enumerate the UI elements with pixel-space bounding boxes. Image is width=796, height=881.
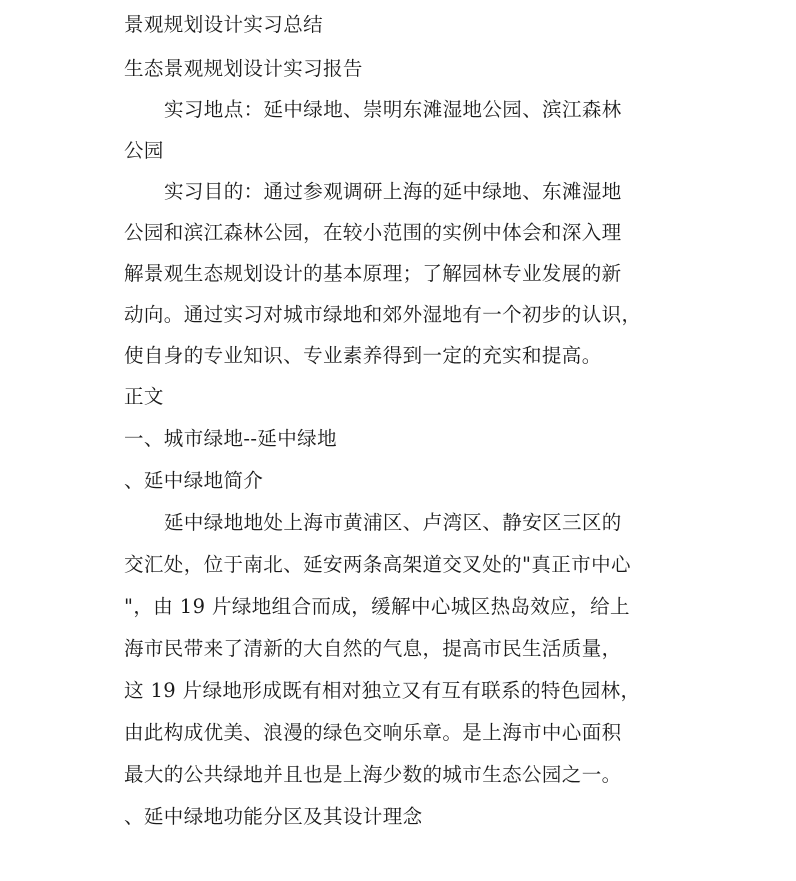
purpose-paragraph-line-5: 使自身的专业知识、专业素养得到一定的充实和提高。: [124, 344, 602, 367]
purpose-paragraph-line-2: 公园和滨江森林公园，在较小范围的实例中体会和深入理: [124, 221, 622, 244]
location-paragraph-line-2: 公园: [124, 139, 164, 162]
purpose-paragraph-line-1: 实习目的：通过参观调研上海的延中绿地、东滩湿地: [164, 180, 622, 203]
location-paragraph-line-1: 实习地点：延中绿地、崇明东滩湿地公园、滨江森林: [164, 98, 622, 121]
intro-paragraph-line-1: 延中绿地地处上海市黄浦区、卢湾区、静安区三区的: [164, 511, 622, 534]
body-heading: 正文: [124, 385, 164, 408]
document-title: 景观规划设计实习总结: [124, 13, 324, 36]
document-subtitle: 生态景观规划设计实习报告: [124, 57, 363, 80]
section-1-heading: 一、城市绿地--延中绿地: [124, 427, 337, 450]
intro-paragraph-line-5: 这 19 片绿地形成既有相对独立又有互有联系的特色园林，: [124, 679, 641, 702]
intro-paragraph-line-2: 交汇处，位于南北、延安两条高架道交叉处的"真正市中心: [124, 553, 631, 576]
subsection-1-heading: 、延中绿地简介: [124, 469, 264, 492]
purpose-paragraph-line-4: 动向。通过实习对城市绿地和郊外湿地有一个初步的认识，: [124, 303, 642, 326]
intro-paragraph-line-7: 最大的公共绿地并且也是上海少数的城市生态公园之一。: [124, 763, 622, 786]
purpose-paragraph-line-3: 解景观生态规划设计的基本原理；了解园林专业发展的新: [124, 262, 622, 285]
intro-paragraph-line-6: 由此构成优美、浪漫的绿色交响乐章。是上海市中心面积: [124, 721, 622, 744]
intro-paragraph-line-3: "，由 19 片绿地组合而成，缓解中心城区热岛效应，给上: [124, 595, 630, 618]
subsection-2-heading: 、延中绿地功能分区及其设计理念: [124, 805, 423, 828]
intro-paragraph-line-4: 海市民带来了清新的大自然的气息，提高市民生活质量，: [124, 637, 622, 660]
